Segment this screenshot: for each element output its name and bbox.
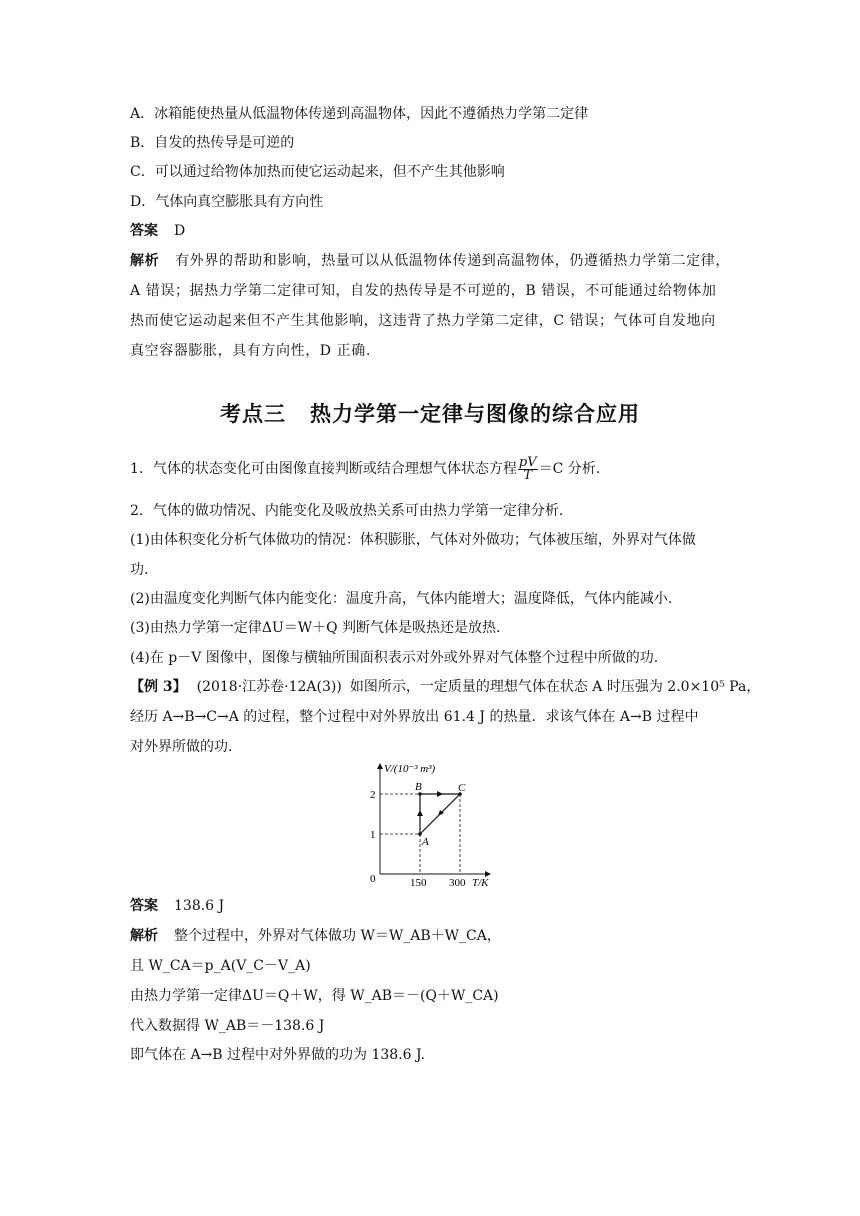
example-source: (2018·江苏卷·12A(3)) xyxy=(196,679,342,695)
label-c: C xyxy=(458,782,466,794)
x-tick-150: 150 xyxy=(410,877,427,889)
analysis-1-text-1: 有外界的帮助和影响，热量可以从低温物体传递到高温物体，仍遵循热力学第二定律， xyxy=(175,253,731,269)
fraction-denominator: T xyxy=(523,467,533,483)
analysis-1-line-4: 真空容器膨胀，具有方向性，D 正确. xyxy=(130,343,371,359)
y-tick-2: 2 xyxy=(370,789,376,801)
option-b: B．自发的热传导是可逆的 xyxy=(130,135,295,151)
point-2-1-line-b: 功. xyxy=(130,562,149,578)
answer-2 xyxy=(130,896,224,916)
x-tick-300: 300 xyxy=(449,877,466,889)
section-topic: 热力学第一定律与图像的综合应用 xyxy=(310,402,640,426)
fraction-numerator: pV xyxy=(518,454,537,470)
example-line-1 xyxy=(130,677,760,697)
analysis-2-text-1: 整个过程中，外界对气体做功 W＝W_AB＋W_CA， xyxy=(174,928,501,944)
v-t-graph xyxy=(360,760,520,890)
origin-label: 0 xyxy=(370,873,376,885)
answer-value: 138.6 J xyxy=(174,898,225,914)
point-1 xyxy=(130,456,600,482)
arrow-a-b xyxy=(417,810,423,816)
analysis-2-line-5: 即气体在 A→B 过程中对外界做的功为 138.6 J. xyxy=(130,1047,425,1063)
point-2-1-line-a: (1)由体积变化分析气体做功的情况：体积膨胀，气体对外做功；气体被压缩，外界对气体做 xyxy=(130,532,696,548)
option-d: D．气体向真空膨胀具有方向性 xyxy=(130,194,324,210)
point-1-prefix: 1．气体的状态变化可由图像直接判断或结合理想气体状态方程 xyxy=(130,461,517,477)
example-text-1: 如图所示，一定质量的理想气体在状态 A 时压强为 2.0×10⁵ Pa， xyxy=(349,679,761,695)
point-2: 2．气体的做功情况、内能变化及吸放热关系可由热力学第一定律分析. xyxy=(130,503,564,519)
analysis-1-line-2: A 错误；据热力学第二定律可知，自发的热传导是不可逆的，B 错误，不可能通过给物体加 xyxy=(130,283,717,299)
example-line-3: 对外界所做的功. xyxy=(130,739,233,755)
analysis-2-line-1 xyxy=(130,926,501,946)
analysis-2-line-3: 由热力学第一定律ΔU＝Q＋W，得 W_AB＝－(Q＋W_CA) xyxy=(130,988,499,1004)
option-c: C．可以通过给物体加热而使它运动起来，但不产生其他影响 xyxy=(130,164,505,180)
answer-label: 答案 xyxy=(130,223,158,239)
x-axis-label: T/K xyxy=(472,877,489,889)
point-2-3: (3)由热力学第一定律ΔU＝W＋Q 判断气体是吸热还是放热. xyxy=(130,620,501,636)
point-1-suffix: ＝C 分析. xyxy=(538,461,601,477)
analysis-1-line-3: 热而使它运动起来但不产生其他影响，这违背了热力学第二定律，C 错误；气体可自发地向 xyxy=(130,313,716,329)
answer-1 xyxy=(130,221,185,241)
y-axis-label: V/(10⁻³ m³) xyxy=(384,763,436,775)
y-tick-1: 1 xyxy=(370,829,376,841)
label-b: B xyxy=(415,781,422,793)
analysis-1-line-1 xyxy=(130,251,730,271)
analysis-2-line-4: 代入数据得 W_AB＝－138.6 J xyxy=(130,1018,325,1034)
analysis-2-line-2: 且 W_CA＝p_A(V_C－V_A) xyxy=(130,958,311,974)
section-number: 考点三 xyxy=(220,402,286,426)
point-2-4: (4)在 p－V 图像中，图像与横轴所围面积表示对外或外界对气体整个过程中所做的功. xyxy=(130,650,659,666)
answer-value: D xyxy=(174,223,186,239)
section-heading xyxy=(0,398,860,428)
state-equation-fraction xyxy=(518,454,538,483)
option-a: A．冰箱能使热量从低温物体传递到高温物体，因此不遵循热力学第二定律 xyxy=(130,106,589,122)
example-tag: 【例 3】 xyxy=(130,679,187,695)
analysis-label: 解析 xyxy=(130,928,158,944)
label-a: A xyxy=(422,836,429,848)
analysis-label: 解析 xyxy=(130,253,160,269)
point-2-2: (2)由温度变化判断气体内能变化：温度升高，气体内能增大；温度降低，气体内能减小. xyxy=(130,591,673,607)
example-line-2: 经历 A→B→C→A 的过程，整个过程中对外界放出 61.4 J 的热量．求该气体在 A→B 过程中 xyxy=(130,709,699,725)
arrow-b-c xyxy=(437,791,443,797)
answer-label: 答案 xyxy=(130,898,158,914)
